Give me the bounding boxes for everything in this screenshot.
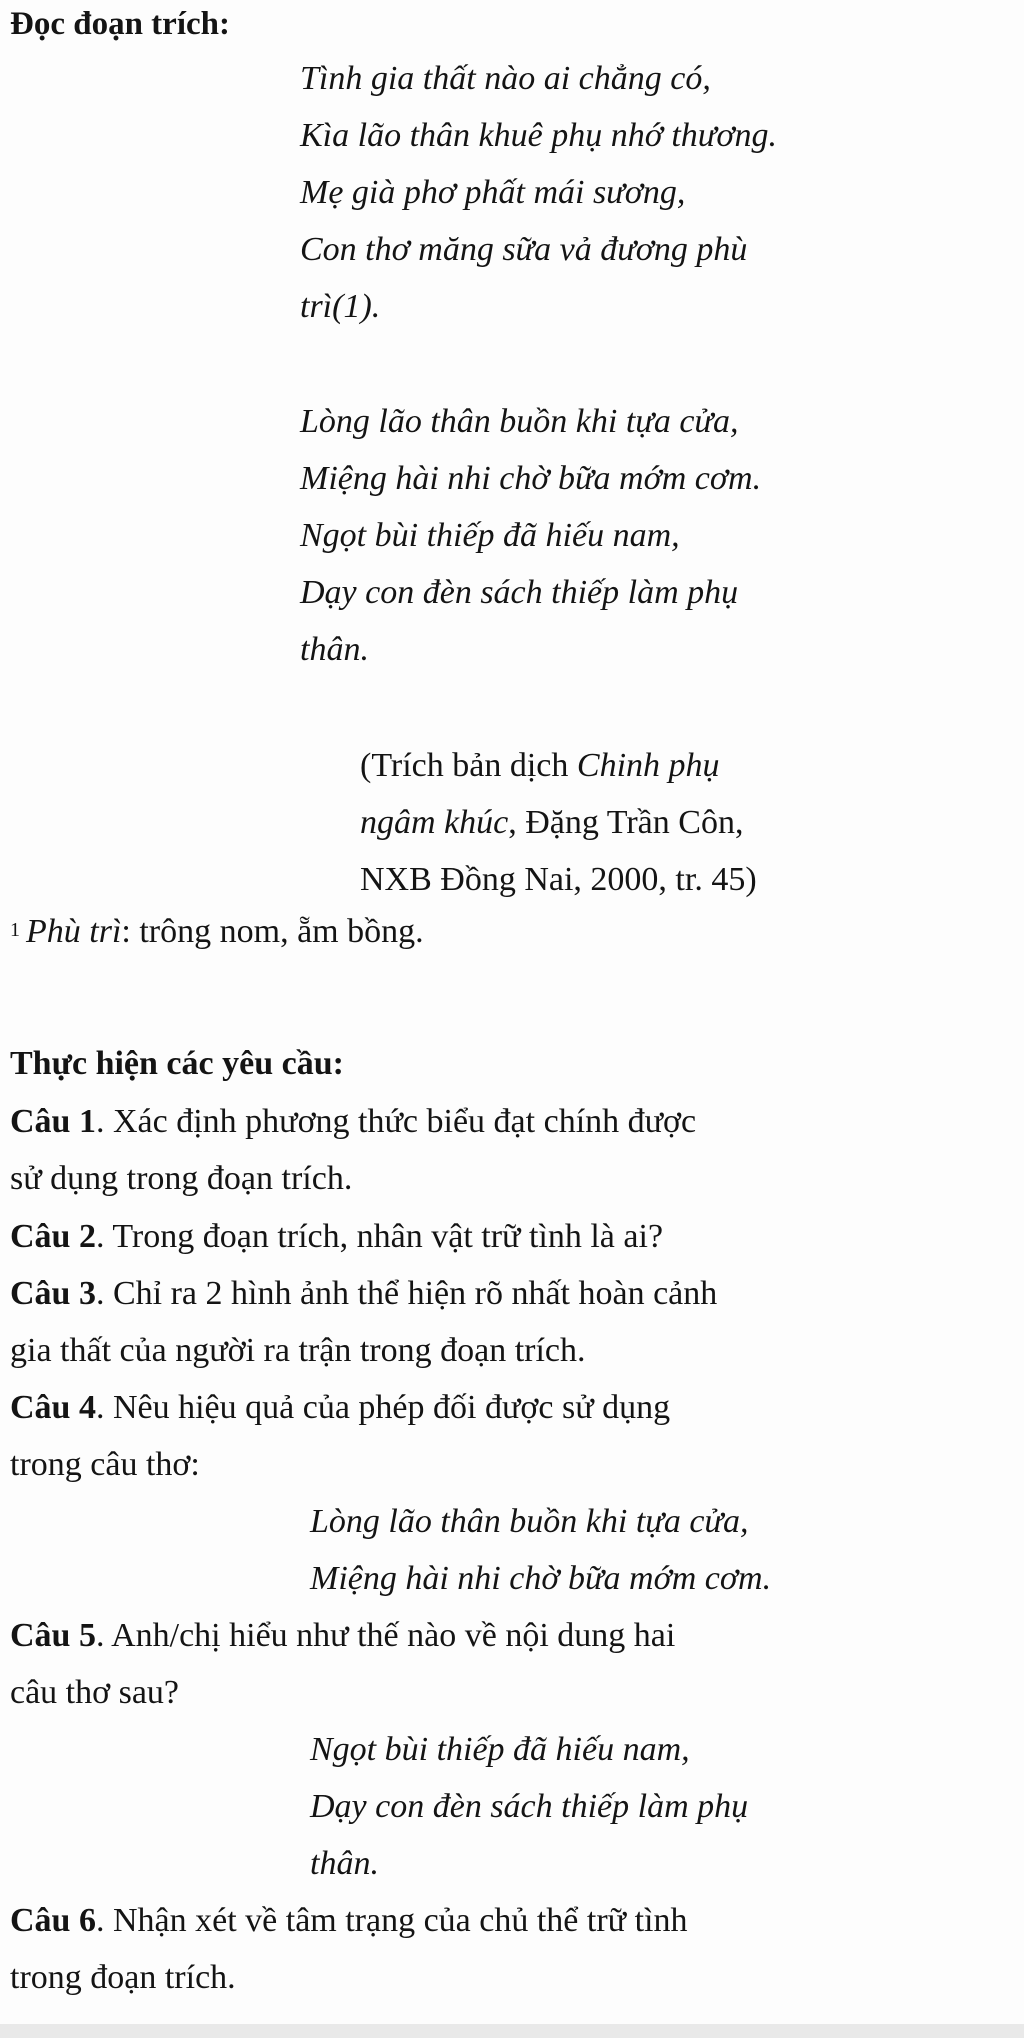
question-label: Câu 5 [10,1617,96,1654]
poem-line: trì(1). [300,288,381,325]
question-5 [10,1615,675,1657]
poem-line: Miệng hài nhi chờ bữa mớm cơm. [300,460,762,497]
citation-title: ngâm khúc [360,804,509,841]
poem-line: Mẹ già phơ phất mái sương, [300,174,686,211]
question-3 [10,1273,717,1315]
question-text: . Nêu hiệu quả của phép đối được sử dụng [95,1389,671,1426]
poem-line: Lòng lão thân buồn khi tựa cửa, [300,403,739,440]
reading-heading: Đọc đoạn trích: [10,6,230,42]
poem-line: Kìa lão thân khuê phụ nhớ thương. [300,117,777,154]
question-text: . Anh/chị hiểu như thế nào về nội dung hai [95,1617,676,1654]
poem-line: Dạy con đèn sách thiếp làm phụ [300,574,739,611]
question-2 [10,1216,663,1258]
footnote-term: Phù trì [26,913,122,950]
question-text: . Nhận xét về tâm trạng của chủ thể trữ tình [95,1902,688,1939]
question-text: . Xác định phương thức biểu đạt chính được [95,1103,697,1140]
poem-line: Ngọt bùi thiếp đã hiếu nam, [300,517,680,554]
question-label: Câu 3 [10,1275,96,1312]
citation-line [360,745,720,787]
quoted-verse: Lòng lão thân buồn khi tựa cửa, [310,1503,749,1540]
question-3-cont: gia thất của người ra trận trong đoạn trích. [10,1332,586,1369]
question-label: Câu 2 [10,1218,96,1255]
question-1 [10,1101,696,1143]
question-label: Câu 4 [10,1389,96,1426]
question-1-cont: sử dụng trong đoạn trích. [10,1160,353,1197]
question-6-cont: trong đoạn trích. [10,1959,236,1996]
question-6 [10,1900,687,1942]
bottom-edge [0,2024,1024,2038]
quoted-verse: Miệng hài nhi chờ bữa mớm cơm. [310,1560,772,1597]
citation-line [360,802,743,844]
footnote-mark: 1 [10,919,20,941]
citation-line: NXB Đồng Nai, 2000, tr. 45) [360,861,757,898]
quoted-verse: thân. [310,1845,379,1882]
question-label: Câu 6 [10,1902,96,1939]
quoted-verse: Ngọt bùi thiếp đã hiếu nam, [310,1731,690,1768]
question-text: . Trong đoạn trích, nhân vật trữ tình là ai? [95,1218,664,1255]
poem-line: Con thơ măng sữa vả đương phù [300,231,748,268]
question-text: . Chỉ ra 2 hình ảnh thể hiện rõ nhất hoàn cảnh [95,1275,718,1312]
question-label: Câu 1 [10,1103,96,1140]
quoted-verse: Dạy con đèn sách thiếp làm phụ [310,1788,749,1825]
footnote-definition: : trông nom, ẵm bồng. [121,913,424,950]
poem-line: thân. [300,631,369,668]
citation-title: Chinh phụ [576,747,720,784]
question-4 [10,1387,670,1429]
citation-author: , Đặng Trần Côn, [508,804,744,841]
citation-prefix: (Trích bản dịch [360,747,577,784]
question-4-cont: trong câu thơ: [10,1446,200,1483]
question-5-cont: câu thơ sau? [10,1674,180,1711]
poem-line: Tình gia thất nào ai chẳng có, [300,60,711,97]
tasks-heading: Thực hiện các yêu cầu: [10,1045,344,1082]
footnote [10,911,424,953]
